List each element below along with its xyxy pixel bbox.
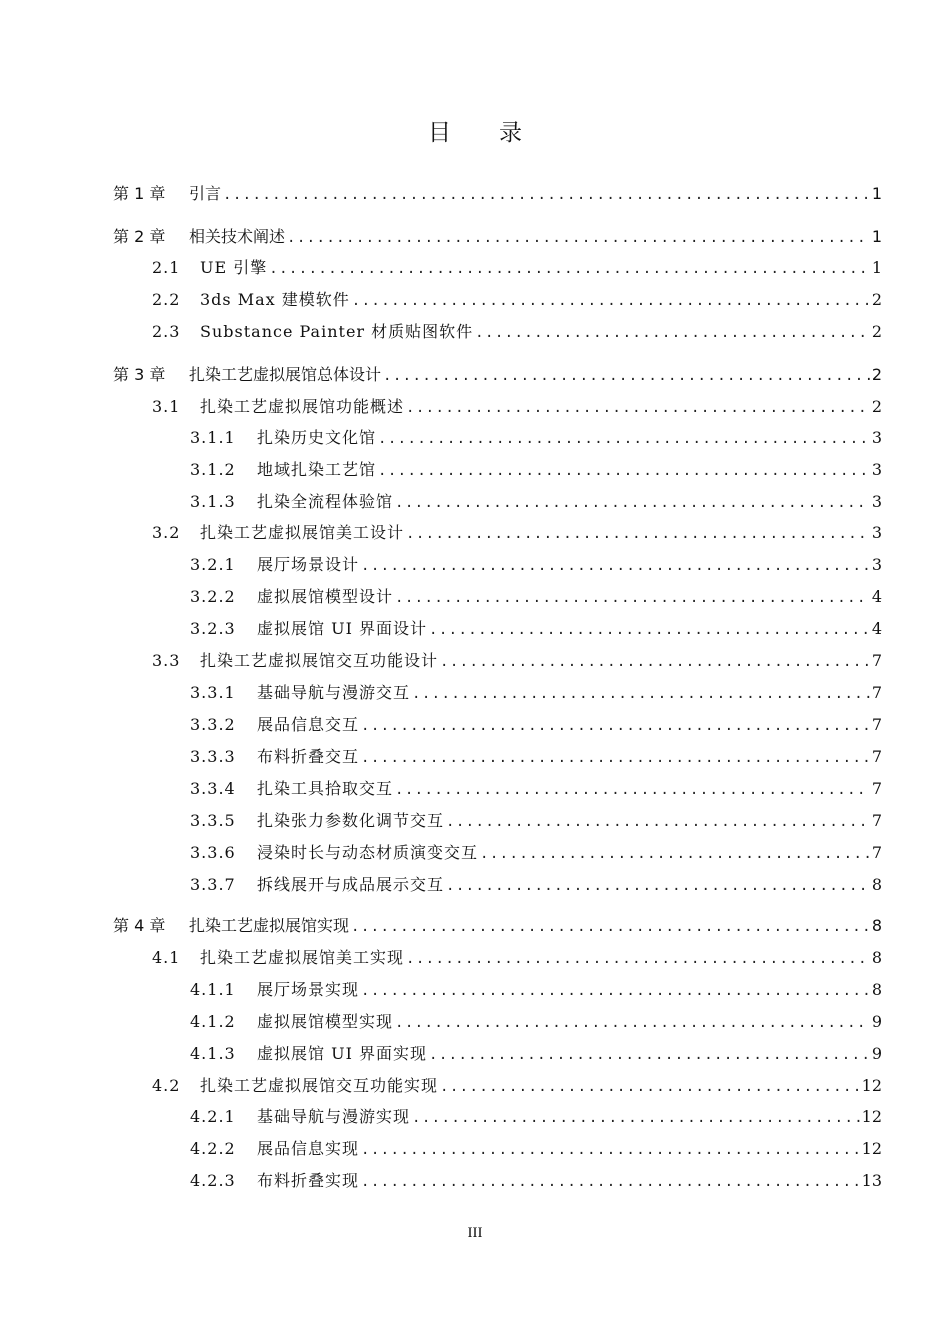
toc-dot-leader — [412, 1106, 860, 1130]
toc-entry[interactable] — [152, 288, 882, 312]
toc-entry-title: 3ds Max 建模软件 — [200, 290, 350, 309]
toc-entry-number: 3.3.5 — [190, 811, 236, 830]
toc-entry-number: 3.3.2 — [190, 715, 236, 734]
toc-entry-page: 12 — [861, 1076, 882, 1095]
toc-entry[interactable] — [152, 320, 882, 344]
toc-entry-title: 浸染时长与动态材质演变交互 — [257, 843, 479, 862]
toc-entry-page: 8 — [871, 916, 882, 935]
toc-entry-page: 2 — [871, 322, 882, 341]
toc-entry-title: 扎染工艺虚拟展馆美工实现 — [200, 948, 405, 967]
toc-entry-title: 布料折叠交互 — [257, 747, 360, 766]
toc-entry[interactable] — [190, 490, 882, 514]
toc-entry-page: 3 — [871, 555, 882, 574]
toc-dot-leader — [446, 810, 870, 834]
toc-dot-leader — [378, 427, 870, 451]
toc-entry-number: 3.2.2 — [190, 587, 236, 606]
toc-dot-leader — [378, 459, 870, 483]
toc-entry-number: 3.3.3 — [190, 747, 236, 766]
toc-dot-leader — [429, 1043, 870, 1067]
toc-entry[interactable] — [190, 1042, 882, 1066]
toc-entry-number: 3.1.3 — [190, 492, 236, 511]
toc-dot-leader — [395, 1011, 870, 1035]
toc-entry-title: 扎染工艺虚拟展馆交互功能设计 — [200, 651, 439, 670]
toc-entry-title: 扎染工艺虚拟展馆总体设计 — [189, 365, 382, 384]
toc-entry-page: 7 — [871, 811, 882, 830]
toc-entry[interactable] — [190, 1010, 882, 1034]
toc-entry-page: 2 — [871, 290, 882, 309]
toc-entry[interactable] — [152, 649, 882, 673]
toc-entry-title: 展厅场景设计 — [257, 555, 360, 574]
toc-entry-title: 扎染历史文化馆 — [257, 428, 377, 447]
toc-entry-title: 布料折叠实现 — [257, 1171, 360, 1190]
toc-entry-title: 基础导航与漫游实现 — [257, 1107, 411, 1126]
toc-dot-leader — [395, 586, 870, 610]
toc-entry[interactable] — [152, 946, 882, 970]
toc-entry-page: 1 — [871, 227, 882, 246]
toc-entry[interactable] — [190, 1169, 882, 1193]
toc-entry-page: 1 — [871, 184, 882, 203]
toc-entry[interactable] — [190, 873, 882, 897]
toc-entry-page: 3 — [871, 428, 882, 447]
toc-entry-title: 基础导航与漫游交互 — [257, 683, 411, 702]
toc-dot-leader — [406, 396, 870, 420]
toc-entry-page: 7 — [871, 651, 882, 670]
toc-entry-title: 展品信息交互 — [257, 715, 360, 734]
toc-entry[interactable] — [190, 458, 882, 482]
toc-entry-number: 2.1 — [152, 258, 181, 277]
toc-entry[interactable] — [190, 681, 882, 705]
toc-entry-title: 扎染工艺虚拟展馆美工设计 — [200, 523, 405, 542]
toc-entry[interactable] — [113, 363, 882, 387]
toc-entry-number: 4.1 — [152, 948, 181, 967]
toc-dot-leader — [440, 1075, 860, 1099]
toc-dot-leader — [406, 947, 870, 971]
toc-entry[interactable] — [152, 521, 882, 545]
toc-entry[interactable] — [152, 256, 882, 280]
toc-entry-title: 虚拟展馆 UI 界面实现 — [257, 1044, 427, 1063]
toc-dot-leader — [352, 289, 870, 313]
toc-entry-title: 相关技术阐述 — [189, 227, 286, 246]
toc-entry-page: 7 — [871, 715, 882, 734]
toc-dot-leader — [223, 183, 870, 207]
toc-entry[interactable] — [152, 1074, 882, 1098]
toc-entry[interactable] — [190, 841, 882, 865]
toc-entry[interactable] — [190, 617, 882, 641]
toc-dot-leader — [446, 874, 870, 898]
toc-entry-page: 13 — [861, 1171, 882, 1190]
toc-entry-title: 引言 — [189, 184, 222, 203]
toc-entry-number: 4.2 — [152, 1076, 181, 1095]
toc-entry[interactable] — [190, 585, 882, 609]
toc-entry-title: 虚拟展馆模型设计 — [257, 587, 394, 606]
toc-entry-number: 3.2.3 — [190, 619, 236, 638]
toc-entry-number: 3.3.1 — [190, 683, 236, 702]
toc-dot-leader — [361, 1138, 860, 1162]
toc-entry-number: 4.2.3 — [190, 1171, 236, 1190]
toc-entry-number: 3.2 — [152, 523, 181, 542]
toc-entry-number: 3.1 — [152, 397, 181, 416]
toc-entry-number: 2.3 — [152, 322, 181, 341]
toc-entry[interactable] — [190, 553, 882, 577]
toc-dot-leader — [351, 915, 870, 939]
toc-entry-page: 8 — [871, 948, 882, 967]
toc-entry-page: 12 — [861, 1139, 882, 1158]
toc-entry-number: 3.3.7 — [190, 875, 236, 894]
toc-entry[interactable] — [190, 1137, 882, 1161]
toc-entry[interactable] — [113, 182, 882, 206]
toc-entry[interactable] — [190, 426, 882, 450]
toc-entry-title: 展厅场景实现 — [257, 980, 360, 999]
toc-entry-page: 7 — [871, 779, 882, 798]
toc-dot-leader — [361, 714, 870, 738]
toc-entry-page: 8 — [871, 875, 882, 894]
toc-dot-leader — [480, 842, 870, 866]
toc-entry-page: 12 — [861, 1107, 882, 1126]
toc-entry-page: 2 — [871, 397, 882, 416]
toc-dot-leader — [412, 682, 870, 706]
toc-dot-leader — [269, 257, 870, 281]
toc-entry-page: 8 — [871, 980, 882, 999]
toc-entry[interactable] — [190, 713, 882, 737]
toc-entry-number: 第 3 章 — [113, 365, 166, 384]
toc-entry-number: 第 4 章 — [113, 916, 166, 935]
toc-entry-title: 展品信息实现 — [257, 1139, 360, 1158]
toc-entry-number: 4.1.2 — [190, 1012, 236, 1031]
toc-dot-leader — [383, 364, 870, 388]
toc-entry-page: 9 — [871, 1044, 882, 1063]
toc-entry-title: 虚拟展馆模型实现 — [257, 1012, 394, 1031]
toc-title — [0, 114, 950, 147]
toc-entry-number: 4.1.3 — [190, 1044, 236, 1063]
toc-entry[interactable] — [190, 745, 882, 769]
toc-entry-page: 7 — [871, 843, 882, 862]
toc-entry-title: Substance Painter 材质贴图软件 — [200, 322, 474, 341]
toc-dot-leader — [429, 618, 870, 642]
toc-entry-page: 4 — [871, 587, 882, 606]
toc-entry-page: 3 — [871, 492, 882, 511]
toc-entry[interactable] — [190, 1105, 882, 1129]
toc-entry-page: 4 — [871, 619, 882, 638]
toc-entry-page: 1 — [871, 258, 882, 277]
toc-entry-number: 4.1.1 — [190, 980, 236, 999]
toc-entry-page: 3 — [871, 460, 882, 479]
toc-entry-page: 7 — [871, 747, 882, 766]
toc-dot-leader — [361, 746, 870, 770]
toc-entry[interactable] — [190, 978, 882, 1002]
toc-entry-title: 虚拟展馆 UI 界面设计 — [257, 619, 427, 638]
toc-entry-number: 4.2.2 — [190, 1139, 236, 1158]
toc-entry-number: 4.2.1 — [190, 1107, 236, 1126]
toc-entry-number: 3.3.6 — [190, 843, 236, 862]
toc-entry-title: 地域扎染工艺馆 — [257, 460, 377, 479]
toc-entry-page: 7 — [871, 683, 882, 702]
toc-entry-number: 3.1.1 — [190, 428, 236, 447]
toc-title-char: 录 — [499, 120, 522, 146]
toc-entry-title: 扎染工艺虚拟展馆实现 — [189, 916, 350, 935]
toc-entry-number: 3.3 — [152, 651, 181, 670]
toc-entry-page: 9 — [871, 1012, 882, 1031]
toc-entry-title: 拆线展开与成品展示交互 — [257, 875, 445, 894]
toc-entry[interactable] — [190, 777, 882, 801]
toc-dot-leader — [361, 1170, 860, 1194]
toc-dot-leader — [475, 321, 870, 345]
toc-dot-leader — [287, 226, 870, 250]
toc-entry-number: 3.3.4 — [190, 779, 236, 798]
toc-entry[interactable] — [113, 225, 882, 249]
toc-entry[interactable] — [113, 914, 882, 938]
toc-entry-title: 扎染工具拾取交互 — [257, 779, 394, 798]
toc-entry-number: 3.1.2 — [190, 460, 236, 479]
toc-entry-page: 3 — [871, 523, 882, 542]
toc-dot-leader — [361, 554, 870, 578]
toc-entry-title: 扎染工艺虚拟展馆功能概述 — [200, 397, 405, 416]
toc-entry-number: 第 1 章 — [113, 184, 166, 203]
toc-dot-leader — [406, 522, 870, 546]
page-number: III — [467, 1225, 483, 1241]
toc-entry-page: 2 — [871, 365, 882, 384]
toc-title-char: 目 — [428, 120, 451, 146]
toc-entry[interactable] — [152, 395, 882, 419]
toc-dot-leader — [395, 491, 870, 515]
toc-entry-title: 扎染全流程体验馆 — [257, 492, 394, 511]
toc-entry-title: 扎染工艺虚拟展馆交互功能实现 — [200, 1076, 439, 1095]
toc-dot-leader — [361, 979, 870, 1003]
toc-entry-number: 3.2.1 — [190, 555, 236, 574]
toc-entry-number: 2.2 — [152, 290, 181, 309]
toc-entry-title: UE 引擎 — [200, 258, 268, 277]
toc-entry[interactable] — [190, 809, 882, 833]
toc-entry-title: 扎染张力参数化调节交互 — [257, 811, 445, 830]
toc-dot-leader — [440, 650, 870, 674]
toc-dot-leader — [395, 778, 870, 802]
toc-entry-number: 第 2 章 — [113, 227, 166, 246]
